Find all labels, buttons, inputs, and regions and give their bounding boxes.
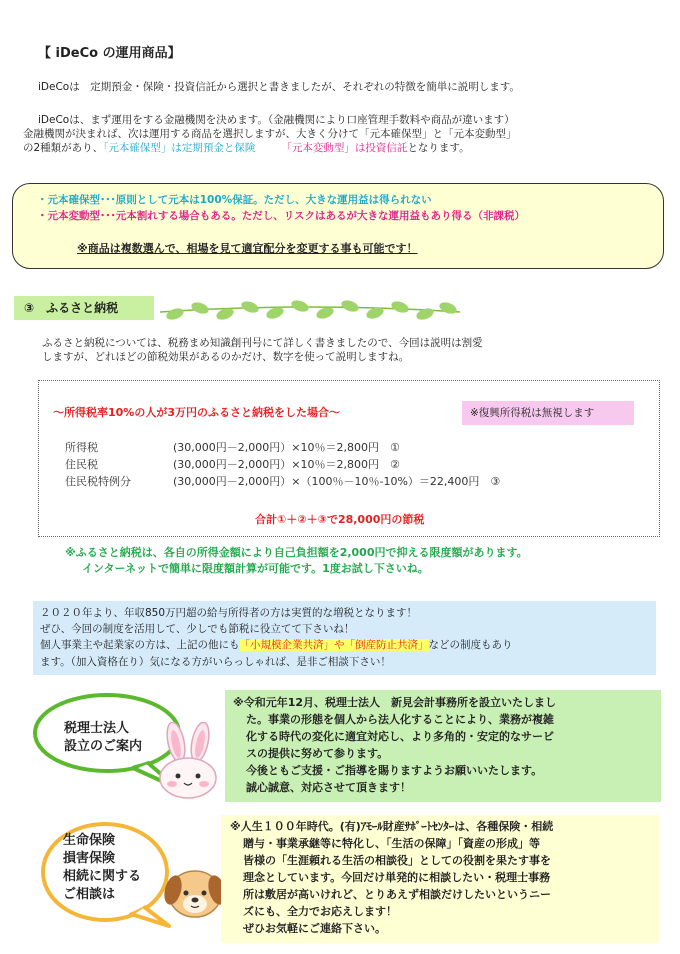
ideco-paragraph-2-line-1: iDeCoは、まず運用をする金融機関を決めます。（金融機関により口座管理手数料や商品が違います） [38,114,515,126]
limit-note-line-1: ※ふるさと納税は、各自の所得金額により自己負担額を2,000円で抑える限度額があります。 [65,546,528,559]
row-calc-resident-tax: (30,000円－2,000円）×10％＝2,800円 ② [173,458,400,471]
notice-line-2: ぜひ、今回の制度を活用して、少しでも節税に役立てて下さいね！ [40,623,355,635]
principal-guaranteed-line: ・元本確保型･･･原則として元本は100%保証。ただし、大きな運用益は得られない [37,194,432,206]
example-title: ～所得税率10%の人が3万円のふるさと納税をした場合～ [53,406,340,419]
announcement-line-6: 誠心誠意、対応させて頂きます！ [246,781,411,794]
consult-line-3: 皆様の「生涯頼れる生活の相談役」としての役割を果たす事を [243,854,551,867]
bubble-text-line-1: 生命保険 [63,833,116,848]
bubble-text-line-4: ご相談は [63,887,116,902]
consult-line-6: ズにも、全力でお応えします！ [243,905,397,918]
notice-line-1: ２０２０年より、年収850万円超の給与所得者の方は実質的な増税となります！ [40,607,418,619]
total-savings: 合計①＋②＋③で28,000円の節税 [255,513,425,526]
announcement-line-5: 今後ともご支援・ご指導を賜りますようお願いいたします。 [246,764,543,777]
bubble-text-line-1: 税理士法人 [64,721,130,736]
notice-line-4: ます。（加入資格在り）気になる方がいらっしゃれば、是非ご相談下さい！ [40,656,391,668]
principal-variable-note: 「元本変動型」は投資信託 [281,142,408,154]
row-label-resident-tax: 住民税 [65,458,98,471]
announcement-line-2: た。事業の形態を個人から法人化することにより、業務が複雑 [246,713,554,726]
dog-icon [162,860,228,922]
bubble-text-line-3: 相続に関する [63,869,142,884]
allocation-note: ※商品は複数選んで、相場を見て適宜配分を変更する事も可能です！ [77,242,418,255]
consult-line-2: 贈与・事業承継等に特化し、「生活の保障」「資産の形成」等 [243,837,540,850]
ideco-paragraph-2-line-2: 金融機関が決まれば、次は運用する商品を選択しますが、大きく分けて「元本確保型」と「元本変動型」 [23,128,517,140]
consult-line-1: ※人生１００年時代。(有)ｱﾓｰﾙ財産ｻﾎﾟｰﾄｾﾝﾀｰは、各種保険・相続 [230,820,554,833]
row-label-income-tax: 所得税 [65,441,98,454]
bubble-text-line-2: 設立のご案内 [64,739,143,754]
consult-line-4: 理念としています。今回だけ単発的に相談したい・税理士事務 [243,871,551,884]
text-segment: などの制度もあり [428,639,513,651]
mutual-aid-highlight: 「小規模企業共済」や「倒産防止共済」 [239,639,429,651]
principal-guaranteed-note: 「元本確保型」は定期預金と保険 [103,142,256,154]
principal-variable-line: ・元本変動型･･･元本割れする場合もある。ただし、リスクはあるが大きな運用益もあり得る（非課税） [37,210,526,222]
row-calc-special-resident-tax: (30,000円－2,000円）×（100％－10％-10%）＝22,400円 ③ [173,475,501,488]
ideco-paragraph-2-line-3 [23,141,470,156]
furusato-intro-line-1: ふるさと納税については、税務まめ知識創刊号にて詳しく書きましたので、今回は説明は割愛 [42,337,483,349]
limit-note-line-2: インターネットで簡単に限度額計算が可能です。1度お試し下さいね。 [82,562,429,575]
reconstruction-tax-note: ※復興所得税は無視します [462,401,634,425]
text-segment: 個人事業主や起業家の方は、上記の他にも [40,639,240,651]
announcement-line-3: 化する時代の変化に適宜対応し、より多角的・安定的なサービ [246,730,554,743]
row-calc-income-tax: (30,000円－2,000円）×10％＝2,800円 ① [173,441,400,454]
text-segment: となります。 [407,142,470,154]
row-label-special-resident-tax: 住民税特例分 [65,475,131,488]
consult-line-7: ぜひお気軽にご連絡下さい。 [243,922,386,935]
notice-line-3 [40,638,513,653]
furusato-intro-line-2: しますが、どれほどの節税効果があるのかだけ、数字を使って説明しますね。 [42,351,410,363]
bubble-text-line-2: 損害保険 [63,851,116,866]
ideco-paragraph-1: iDeCoは 定期預金・保険・投資信託から選択と書きましたが、それぞれの特徴を簡単に説明します。 [38,81,520,93]
announcement-line-4: スの提供に努めて参ります。 [246,747,389,760]
rabbit-icon [152,722,222,800]
furusato-heading: ③ ふるさと納税 [14,296,154,320]
text-segment: の2種類があり、 [23,142,104,154]
leaf-garland-decoration [160,298,460,328]
announcement-line-1: ※令和元年12月、税理士法人 新見会計事務所を設立いたしまし [233,696,556,709]
consult-line-5: 所は敷居が高いけれど、とりあえず相談だけしたいというニー [243,888,551,901]
ideco-title: 【 iDeCo の運用商品】 [38,46,181,61]
